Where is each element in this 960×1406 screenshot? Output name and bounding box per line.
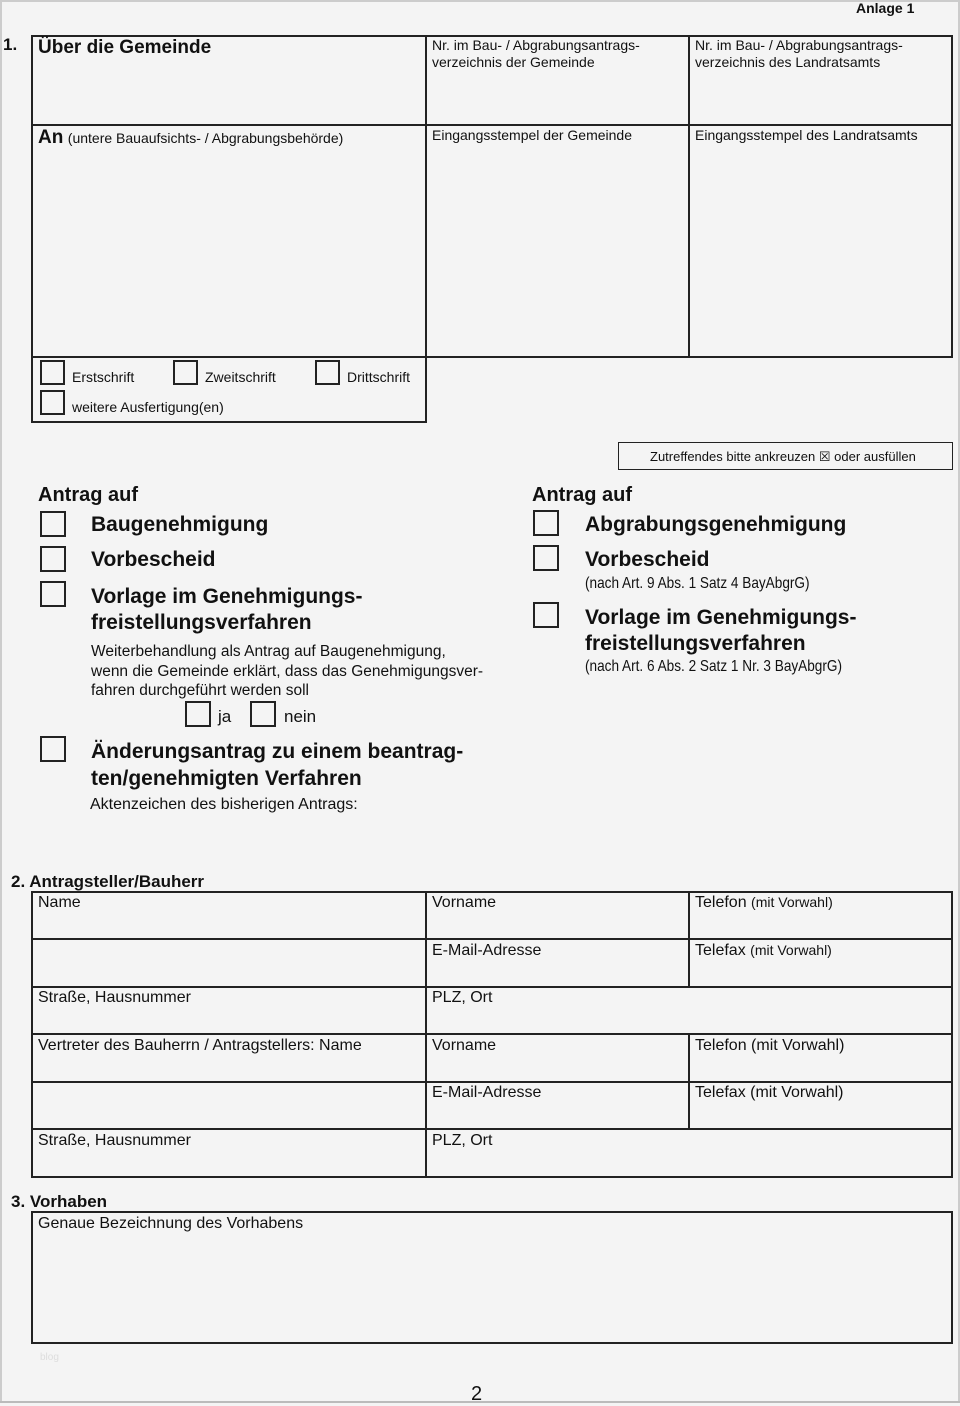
vorlage-right-checkbox[interactable] <box>533 602 559 628</box>
divider <box>425 891 427 1178</box>
nr-landratsamt-label: Nr. im Bau- / Abgrabungsantrags- verzeichnis des Landratsamts <box>695 37 903 70</box>
strasse-field[interactable]: Straße, Hausnummer <box>38 989 191 1006</box>
nein-checkbox[interactable] <box>250 701 276 727</box>
vertreter-vorname-field[interactable]: Vorname <box>432 1037 497 1054</box>
divider <box>31 986 953 988</box>
vorbescheid-right-checkbox[interactable] <box>533 545 559 571</box>
weiterbehandlung-text: Weiterbehandlung als Antrag auf Baugenehmigung, wenn die Gemeinde erklärt, dass das Genehmigungsver- fahren durchgeführt werden soll <box>91 643 484 699</box>
hint-text: Zutreffendes bitte ankreuzen ☒ oder ausfüllen <box>650 449 916 464</box>
section3-title: 3. Vorhaben <box>11 1192 108 1211</box>
divider <box>31 1128 953 1130</box>
abgrabungsgenehmigung-label: Abgrabungsgenehmigung <box>585 513 847 536</box>
vertreter-telefax-field[interactable]: Telefax (mit Vorwahl) <box>695 1084 844 1101</box>
divider <box>31 1033 953 1035</box>
baugenehmigung-checkbox[interactable] <box>40 511 66 537</box>
page-number: 2 <box>471 1383 483 1405</box>
drittschrift-label: Drittschrift <box>347 369 410 385</box>
vorlage-right-label: Vorlage im Genehmigungs- freistellungsverfahren <box>585 606 857 655</box>
antrag-auf-heading: Antrag auf <box>38 484 138 506</box>
checked-box-icon: ☒ <box>818 449 831 464</box>
vorbescheid-checkbox[interactable] <box>40 546 66 572</box>
section1-number: 1. <box>3 35 18 54</box>
nr-gemeinde-label: Nr. im Bau- / Abgrabungsantrags- verzeichnis der Gemeinde <box>432 37 640 70</box>
vorlage-note: (nach Art. 6 Abs. 2 Satz 1 Nr. 3 BayAbgrG) <box>585 658 843 675</box>
vorbescheid-right-label: Vorbescheid <box>585 548 710 571</box>
page-border-left <box>0 0 2 1403</box>
divider <box>31 938 953 940</box>
section1-table <box>31 35 953 358</box>
divider <box>425 35 427 358</box>
weitere-ausfertigung-label: weitere Ausfertigung(en) <box>72 399 224 415</box>
section2-title: 2. Antragsteller/Bauherr <box>11 872 205 891</box>
nein-label: nein <box>284 707 317 726</box>
vertreter-name-field[interactable]: Vertreter des Bauherrn / Antragstellers: Name <box>38 1037 362 1054</box>
vertreter-email-field[interactable]: E-Mail-Adresse <box>432 1084 542 1101</box>
weitere-ausfertigung-checkbox[interactable] <box>40 390 65 415</box>
divider <box>31 124 953 126</box>
vertreter-plz-ort-field[interactable]: PLZ, Ort <box>432 1132 493 1149</box>
zweitschrift-checkbox[interactable] <box>173 360 198 385</box>
aenderungsantrag-label: Änderungsantrag zu einem beantrag- ten/genehmigten Verfahren <box>91 740 464 790</box>
ja-checkbox[interactable] <box>185 701 211 727</box>
vorname-field[interactable]: Vorname <box>432 894 497 911</box>
anlage-label: Anlage 1 <box>856 0 915 16</box>
vertreter-telefon-field[interactable]: Telefon (mit Vorwahl) <box>695 1037 845 1054</box>
stempel-landratsamt-label: Eingangsstempel des Landratsamts <box>695 127 918 143</box>
erstschrift-label: Erstschrift <box>72 369 135 385</box>
divider <box>688 891 690 987</box>
aktenzeichen-label: Aktenzeichen des bisherigen Antrags: <box>90 796 358 813</box>
ueber-gemeinde-label: Über die Gemeinde <box>38 37 212 58</box>
aenderungsantrag-checkbox[interactable] <box>40 736 66 762</box>
plz-ort-field[interactable]: PLZ, Ort <box>432 989 493 1006</box>
abgrabungsgenehmigung-checkbox[interactable] <box>533 510 559 536</box>
vertreter-strasse-field[interactable]: Straße, Hausnummer <box>38 1132 191 1149</box>
divider <box>688 1033 690 1129</box>
telefax-field[interactable]: Telefax (mit Vorwahl) <box>695 942 832 959</box>
vorbescheid-label: Vorbescheid <box>91 548 216 571</box>
page-border-top <box>0 0 960 2</box>
zweitschrift-label: Zweitschrift <box>205 369 276 385</box>
email-field[interactable]: E-Mail-Adresse <box>432 942 542 959</box>
drittschrift-checkbox[interactable] <box>315 360 340 385</box>
antrag-auf-heading-right: Antrag auf <box>532 484 632 506</box>
vorlage-checkbox[interactable] <box>40 581 66 607</box>
watermark: blog <box>40 1352 59 1363</box>
name-field[interactable]: Name <box>38 894 81 911</box>
vorbescheid-note: (nach Art. 9 Abs. 1 Satz 4 BayAbgrG) <box>585 575 810 592</box>
ja-label: ja <box>218 707 232 726</box>
vorhaben-label: Genaue Bezeichnung des Vorhabens <box>38 1215 304 1232</box>
stempel-gemeinde-label: Eingangsstempel der Gemeinde <box>432 127 633 143</box>
an-label: An (untere Bauaufsichts- / Abgrabungsbehörde) <box>38 127 344 148</box>
divider <box>31 1081 953 1083</box>
baugenehmigung-label: Baugenehmigung <box>91 513 269 536</box>
erstschrift-checkbox[interactable] <box>40 360 65 385</box>
telefon-field[interactable]: Telefon (mit Vorwahl) <box>695 894 833 911</box>
divider <box>688 35 690 358</box>
vorlage-label: Vorlage im Genehmigungs- freistellungsverfahren <box>91 585 363 634</box>
